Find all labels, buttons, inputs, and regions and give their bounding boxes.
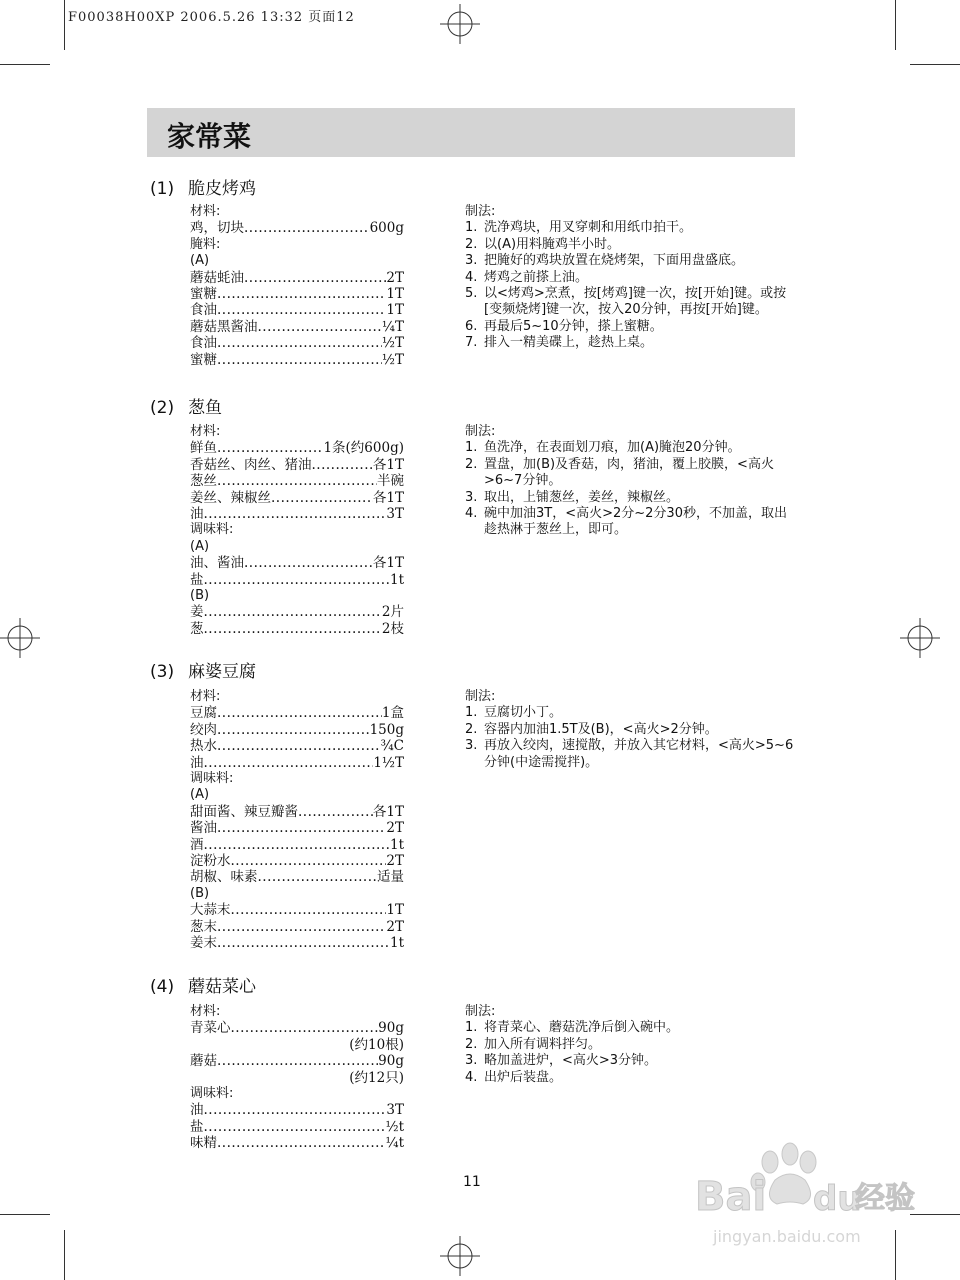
ingredient-group-label: (A) xyxy=(190,538,210,554)
ingredient-note: (约12只) xyxy=(349,1069,404,1086)
leader-dots xyxy=(231,853,387,869)
ingredient-name: 鸡，切块 xyxy=(190,220,244,237)
ingredient-row xyxy=(190,1102,404,1118)
page-title: 家常菜 xyxy=(167,120,252,153)
leader-dots xyxy=(217,935,390,951)
leader-dots xyxy=(258,869,378,885)
ingredient-qty: 2T xyxy=(386,918,404,935)
ingredient-qty: 1t xyxy=(389,571,404,588)
ingredient-name: 酱油 xyxy=(190,820,217,837)
ingredient-name: 蜜糖 xyxy=(190,351,217,368)
ingredient-group-label: (B) xyxy=(190,885,210,901)
crop-mark-tr-h xyxy=(910,64,960,65)
crop-mark-tl-v xyxy=(64,0,65,50)
ingredient-name: 酒 xyxy=(190,836,204,853)
ingredient-name: 盐 xyxy=(190,1118,204,1135)
ingredient-group-label: (A) xyxy=(190,253,210,269)
step-number: 4. xyxy=(465,506,478,522)
step-text: 把腌好的鸡块放置在烧烤架，下面用盘盛底。 xyxy=(484,253,745,269)
ingredient-group-label: 调味料: xyxy=(190,522,234,538)
leader-dots xyxy=(217,705,382,721)
step-number: 3. xyxy=(465,1053,478,1069)
ingredient-row xyxy=(190,319,404,335)
step-text: 洗净鸡块，用叉穿刺和用纸巾拍干。 xyxy=(484,220,693,236)
ingredient-row xyxy=(190,621,404,637)
ingredient-row xyxy=(190,755,404,771)
ingredient-row xyxy=(190,335,404,351)
ingredient-row xyxy=(190,572,404,588)
step-text: 加入所有调料拌匀。 xyxy=(484,1036,602,1052)
page-number: 11 xyxy=(463,1174,481,1190)
method-label: 制法: xyxy=(465,1004,496,1019)
ingredient-row xyxy=(190,919,404,935)
ingredient-qty: 1T xyxy=(386,902,404,919)
section-heading xyxy=(150,657,256,682)
leader-dots xyxy=(217,919,386,935)
ingredient-name: 葱 xyxy=(190,620,204,637)
ingredient-qty: 1T xyxy=(386,286,404,303)
ingredient-name: 姜丝、辣椒丝 xyxy=(190,489,271,506)
ingredient-row xyxy=(190,705,404,721)
ingredient-row xyxy=(190,738,404,754)
ingredient-row xyxy=(190,270,404,286)
ingredient-name: 胡椒、味素 xyxy=(190,869,258,886)
leader-dots xyxy=(217,1053,378,1069)
ingredient-qty: 3T xyxy=(386,506,404,523)
ingredient-qty: 各1T xyxy=(372,555,404,572)
step-number: 1. xyxy=(465,705,478,721)
crop-mark-tl-h xyxy=(0,64,50,65)
ingredient-name: 食油 xyxy=(190,302,217,319)
ingredient-row xyxy=(190,352,404,368)
ingredient-name: 姜末 xyxy=(190,935,217,952)
ingredient-qty: 150g xyxy=(369,721,404,738)
step-number: 3. xyxy=(465,738,478,754)
ingredient-row xyxy=(190,1135,404,1151)
method-step xyxy=(465,490,795,506)
ingredient-group-label: (B) xyxy=(190,588,210,604)
ingredient-qty: 1t xyxy=(389,836,404,853)
ingredient-name: 青菜心 xyxy=(190,1020,231,1037)
materials-label: 材料: xyxy=(190,424,221,439)
print-header: F00038H00XP 2006.5.26 13:32 页面12 xyxy=(68,10,355,25)
ingredient-qty: 1T xyxy=(386,302,404,319)
leader-dots xyxy=(217,722,370,738)
section-title: 葱鱼 xyxy=(188,398,222,418)
step-number: 4. xyxy=(465,269,478,285)
ingredient-row xyxy=(190,820,404,836)
step-text: 出炉后装盘。 xyxy=(484,1069,563,1085)
step-text: 碗中加油3T，<高火>2分~2分30秒，不加盖，取出趁热淋于葱丝上，即可。 xyxy=(484,506,787,538)
svg-text:du: du xyxy=(813,1179,862,1219)
ingredient-qty: 各1T xyxy=(372,803,404,820)
step-text: 将青菜心、蘑菇洗净后倒入碗中。 xyxy=(484,1020,680,1036)
ingredient-name: 葱末 xyxy=(190,918,217,935)
method-step xyxy=(465,506,795,539)
method-step xyxy=(465,722,795,738)
ingredient-qty: 600g xyxy=(369,220,404,237)
ingredient-name: 油 xyxy=(190,1102,204,1119)
method-label: 制法: xyxy=(465,689,496,704)
ingredient-row xyxy=(190,506,404,522)
crop-mark-tr-v xyxy=(895,0,896,50)
leader-dots xyxy=(217,302,386,318)
method-step xyxy=(465,738,795,771)
method-step xyxy=(465,237,795,253)
leader-dots xyxy=(258,319,382,335)
ingredient-qty: 半碗 xyxy=(377,473,404,490)
section-heading xyxy=(150,393,222,418)
method-step xyxy=(465,220,795,236)
crop-mark-bl-h xyxy=(0,1214,50,1215)
ingredient-name: 葱丝 xyxy=(190,473,217,490)
leader-dots xyxy=(204,1102,387,1118)
section-heading xyxy=(150,972,256,997)
method-list xyxy=(465,689,795,771)
leader-dots xyxy=(244,270,386,286)
leader-dots xyxy=(217,286,386,302)
svg-text:经验: 经验 xyxy=(855,1181,915,1216)
ingredients-list xyxy=(190,689,404,952)
ingredient-name: 蘑菇蚝油 xyxy=(190,269,244,286)
step-number: 5. xyxy=(465,286,478,302)
section-title: 蘑菇菜心 xyxy=(188,977,256,997)
leader-dots xyxy=(204,1119,386,1135)
step-text: 置盘，加(B)及香菇，肉，猪油，覆上胶膜，<高火>6~7分钟。 xyxy=(484,456,774,489)
method-step xyxy=(465,440,795,456)
step-number: 3. xyxy=(465,489,478,505)
method-step xyxy=(465,1070,795,1086)
leader-dots xyxy=(244,220,370,236)
method-step xyxy=(465,457,795,490)
section-title: 麻婆豆腐 xyxy=(188,662,256,682)
leader-dots xyxy=(217,738,381,754)
baidu-paw-logo-icon xyxy=(695,1140,925,1260)
ingredient-row xyxy=(190,555,404,571)
materials-label: 材料: xyxy=(190,689,221,704)
step-number: 1. xyxy=(465,220,478,236)
leader-dots xyxy=(204,755,374,771)
section-number: (4) xyxy=(150,977,175,997)
method-step xyxy=(465,319,795,335)
leader-dots xyxy=(217,473,377,489)
ingredient-row xyxy=(190,902,404,918)
ingredient-name: 油 xyxy=(190,754,204,771)
method-step xyxy=(465,335,795,351)
ingredient-name: 鲜鱼 xyxy=(190,440,217,457)
registration-mark-top-icon xyxy=(440,4,480,44)
step-number: 2. xyxy=(465,1036,478,1052)
ingredient-qty: ½T xyxy=(381,351,404,368)
step-text: 取出，上铺葱丝，姜丝，辣椒丝。 xyxy=(484,489,680,505)
leader-dots xyxy=(271,490,373,506)
materials-label: 材料: xyxy=(190,1004,221,1019)
ingredient-qty: 2枝 xyxy=(381,620,404,637)
ingredient-qty: ¼T xyxy=(381,318,404,335)
ingredient-row xyxy=(190,440,404,456)
ingredient-row xyxy=(190,457,404,473)
leader-dots xyxy=(204,604,382,620)
ingredient-row xyxy=(190,286,404,302)
ingredients-list xyxy=(190,1004,404,1152)
ingredient-row xyxy=(190,1119,404,1135)
section-heading xyxy=(150,174,256,199)
step-text: 再放入绞肉，速搅散，并放入其它材料，<高火>5~6分钟(中途需搅拌)。 xyxy=(484,738,794,770)
ingredient-qty: 各1T xyxy=(372,489,404,506)
leader-dots xyxy=(312,457,373,473)
leader-dots xyxy=(244,555,373,571)
ingredient-row xyxy=(190,302,404,318)
ingredient-qty: 3T xyxy=(386,1102,404,1119)
ingredient-row xyxy=(190,220,404,236)
ingredient-qty: 2T xyxy=(386,820,404,837)
ingredient-row xyxy=(190,853,404,869)
ingredient-row xyxy=(190,1053,404,1069)
leader-dots xyxy=(231,1020,379,1036)
step-number: 2. xyxy=(465,456,478,472)
ingredient-row xyxy=(190,935,404,951)
ingredient-qty: ¾C xyxy=(380,738,404,755)
ingredient-name: 蘑菇黑酱油 xyxy=(190,318,258,335)
step-number: 2. xyxy=(465,721,478,737)
ingredient-qty: 90g xyxy=(378,1020,404,1037)
ingredient-row xyxy=(190,722,404,738)
ingredient-name: 油、酱油 xyxy=(190,555,244,572)
ingredient-qty: 2T xyxy=(386,269,404,286)
leader-dots xyxy=(298,804,373,820)
ingredient-name: 食油 xyxy=(190,335,217,352)
ingredient-note: (约10根) xyxy=(349,1036,404,1053)
ingredient-qty: 1盒 xyxy=(381,705,404,722)
ingredient-name: 甜面酱、辣豆瓣酱 xyxy=(190,803,298,820)
method-step xyxy=(465,270,795,286)
svg-text:jingyan.baidu.com: jingyan.baidu.com xyxy=(713,1227,861,1246)
ingredient-name: 油 xyxy=(190,506,204,523)
section-number: (1) xyxy=(150,179,175,199)
step-text: 豆腐切小丁。 xyxy=(484,705,563,721)
step-text: 烤鸡之前搽上油。 xyxy=(484,269,589,285)
ingredient-name: 香菇丝、肉丝、猪油 xyxy=(190,456,312,473)
section-number: (2) xyxy=(150,398,175,418)
ingredient-qty: 2T xyxy=(386,853,404,870)
step-number: 4. xyxy=(465,1069,478,1085)
ingredient-name: 姜 xyxy=(190,604,204,621)
section-number: (3) xyxy=(150,662,175,682)
ingredient-name: 大蒜末 xyxy=(190,902,231,919)
ingredient-name: 盐 xyxy=(190,571,204,588)
step-number: 1. xyxy=(465,440,478,456)
ingredient-qty: 适量 xyxy=(377,869,404,886)
ingredient-qty: ¼t xyxy=(385,1135,404,1152)
step-number: 3. xyxy=(465,253,478,269)
method-step xyxy=(465,1037,795,1053)
method-step xyxy=(465,1053,795,1069)
ingredient-row xyxy=(190,490,404,506)
ingredient-qty: 1t xyxy=(389,935,404,952)
step-number: 2. xyxy=(465,236,478,252)
ingredient-row xyxy=(190,837,404,853)
ingredient-name: 味精 xyxy=(190,1135,217,1152)
section-title: 脆皮烤鸡 xyxy=(188,179,256,199)
leader-dots xyxy=(231,902,387,918)
leader-dots xyxy=(217,820,386,836)
ingredient-qty: ½T xyxy=(381,335,404,352)
method-label: 制法: xyxy=(465,204,496,219)
step-text: 鱼洗净，在表面划刀痕，加(A)腌泡20分钟。 xyxy=(484,440,741,456)
step-number: 6. xyxy=(465,318,478,334)
ingredient-name: 蘑菇 xyxy=(190,1053,217,1070)
step-number: 1. xyxy=(465,1020,478,1036)
ingredient-group-label: 腌料: xyxy=(190,236,221,252)
method-step xyxy=(465,705,795,721)
leader-dots xyxy=(204,506,387,522)
method-list xyxy=(465,204,795,352)
method-step xyxy=(465,286,795,319)
ingredients-list xyxy=(190,204,404,368)
step-number: 7. xyxy=(465,335,478,351)
ingredient-name: 豆腐 xyxy=(190,705,217,722)
registration-mark-bottom-icon xyxy=(440,1236,480,1276)
ingredient-name: 蜜糖 xyxy=(190,286,217,303)
step-text: 排入一精美碟上，趁热上桌。 xyxy=(484,335,654,351)
ingredient-group-label: (A) xyxy=(190,787,210,803)
ingredient-name: 绞肉 xyxy=(190,721,217,738)
ingredient-row xyxy=(190,473,404,489)
leader-dots xyxy=(204,621,382,637)
leader-dots xyxy=(217,352,382,368)
ingredient-name: 热水 xyxy=(190,738,217,755)
method-step xyxy=(465,1020,795,1036)
registration-mark-left-icon xyxy=(0,618,40,658)
step-text: 以(A)用料腌鸡半小时。 xyxy=(484,236,621,252)
step-text: 容器内加油1.5T及(B)，<高火>2分钟。 xyxy=(484,721,718,737)
materials-label: 材料: xyxy=(190,204,221,219)
title-bar xyxy=(147,108,795,157)
leader-dots xyxy=(217,1135,385,1151)
ingredient-group-label: 调味料: xyxy=(190,1086,234,1102)
method-list xyxy=(465,1004,795,1086)
leader-dots xyxy=(217,440,323,456)
leader-dots xyxy=(204,572,390,588)
ingredient-qty: 2片 xyxy=(381,604,404,621)
method-label: 制法: xyxy=(465,424,496,439)
ingredient-row xyxy=(190,869,404,885)
ingredient-qty: ½t xyxy=(385,1118,404,1135)
step-text: 再最后5~10分钟，搽上蜜糖。 xyxy=(484,318,663,334)
leader-dots xyxy=(204,837,390,853)
leader-dots xyxy=(217,335,382,351)
ingredient-row xyxy=(190,804,404,820)
registration-mark-right-icon xyxy=(900,618,940,658)
step-text: 略加盖进炉，<高火>3分钟。 xyxy=(484,1053,658,1069)
ingredient-qty: 90g xyxy=(378,1053,404,1070)
ingredient-row xyxy=(190,604,404,620)
ingredient-row xyxy=(190,1020,404,1036)
ingredient-group-label: 调味料: xyxy=(190,771,234,787)
crop-mark-bl-v xyxy=(64,1230,65,1280)
ingredients-list xyxy=(190,424,404,637)
step-text: 以<烤鸡>烹煮，按[烤鸡]键一次，按[开始]键。或按[变频烧烤]键一次，按入20分钟，再按[开始]键。 xyxy=(484,286,787,318)
method-step xyxy=(465,253,795,269)
svg-text:Bai: Bai xyxy=(695,1174,767,1220)
ingredient-name: 淀粉水 xyxy=(190,853,231,870)
ingredient-qty: 各1T xyxy=(372,456,404,473)
ingredient-qty: 1条(约600g) xyxy=(323,440,404,457)
baidu-jingyan-watermark xyxy=(695,1140,925,1260)
ingredient-qty: 1½T xyxy=(373,754,404,771)
method-list xyxy=(465,424,795,539)
